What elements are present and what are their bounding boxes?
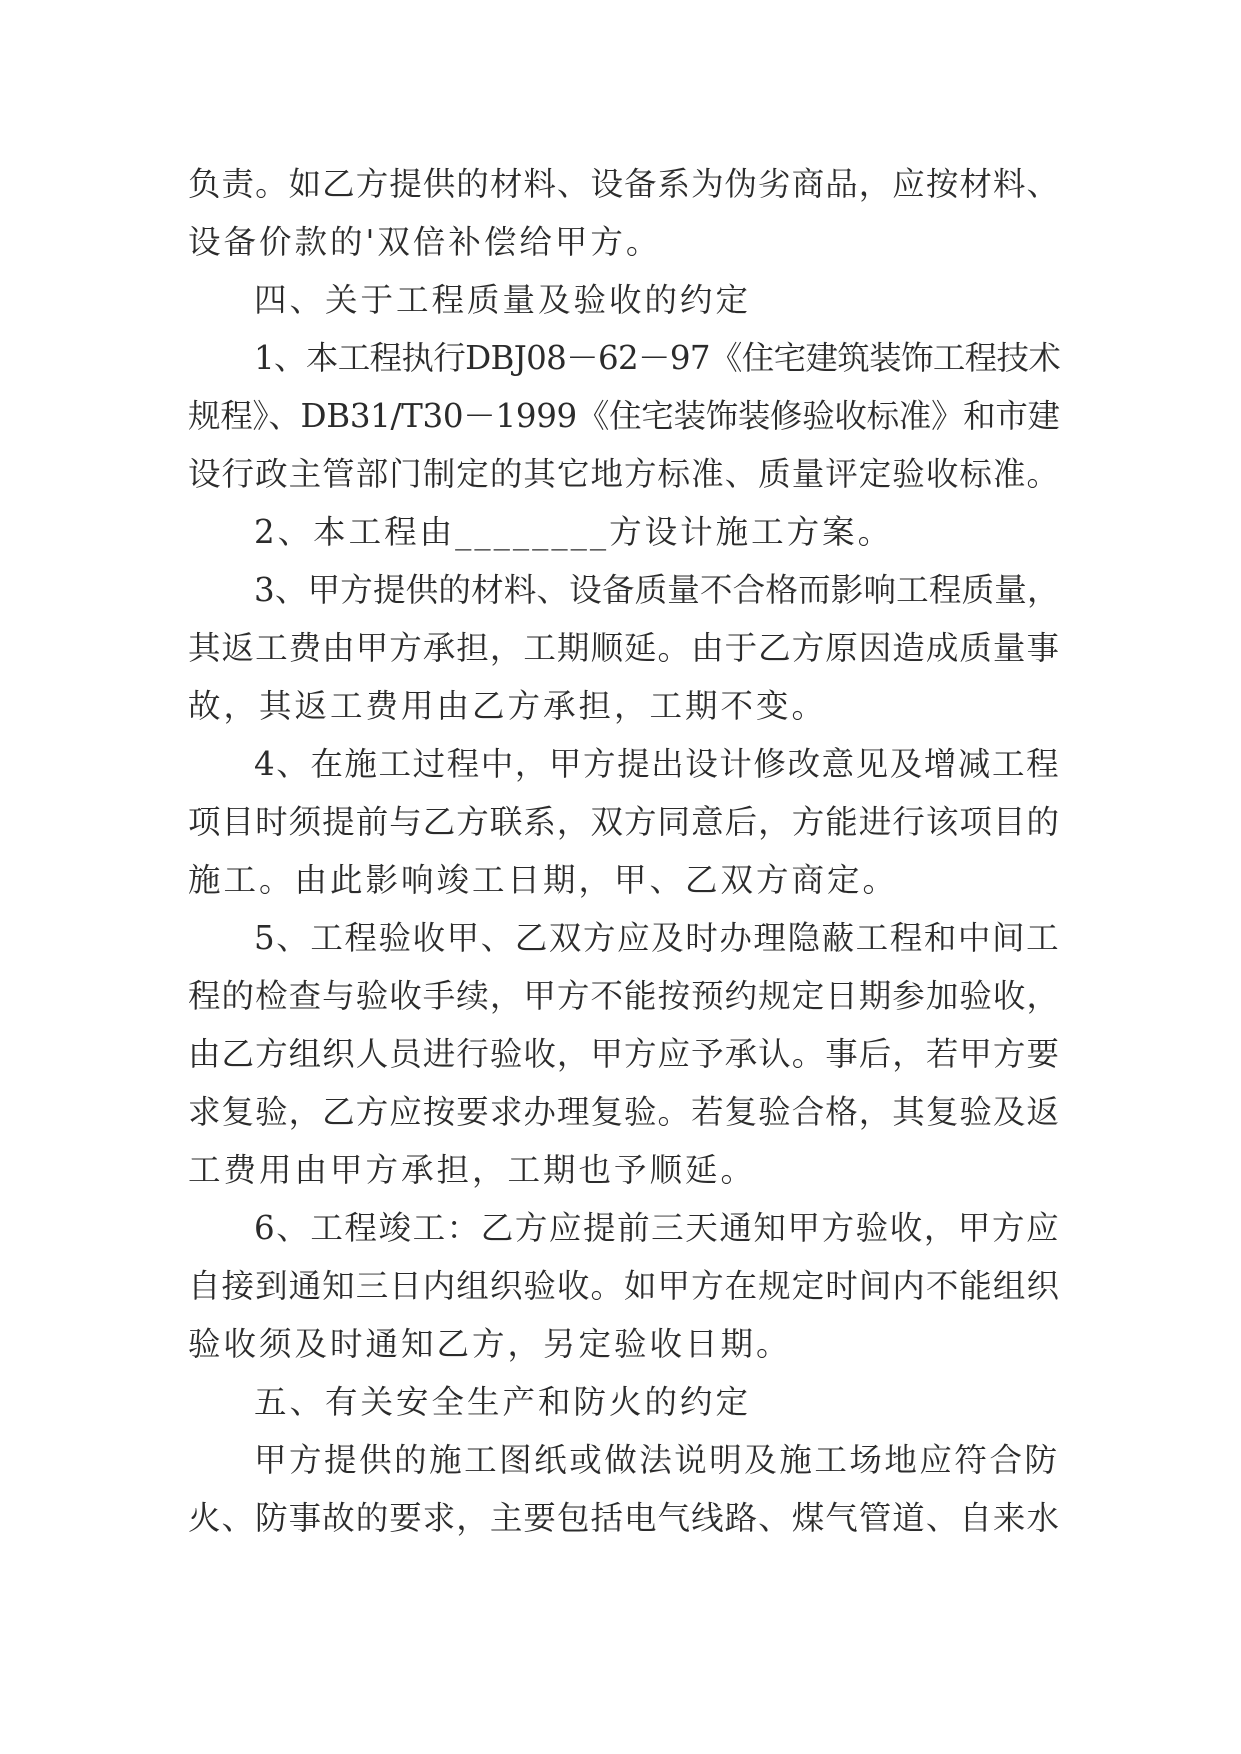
text-line: 工费用由甲方承担，工期也予顺延。 [188, 1151, 757, 1189]
text-line: 负责。如乙方提供的材料、设备系为伪劣商品，应按材料、 [188, 165, 1061, 203]
text-line: 自接到通知三日内组织验收。如甲方在规定时间内不能组织 [188, 1267, 1061, 1305]
text-line: 3、甲方提供的材料、设备质量不合格而影响工程质量， [254, 571, 1060, 609]
text-line: 其返工费由甲方承担，工期顺延。由于乙方原因造成质量事 [188, 629, 1061, 667]
text-line: 5、工程验收甲、乙双方应及时办理隐蔽工程和中间工 [254, 919, 1061, 957]
text-line: 1、本工程执行DBJ08－62－97《住宅建筑装饰工程技术 [254, 339, 1061, 377]
document-body [188, 155, 1060, 1547]
text-line: 甲方提供的施工图纸或做法说明及施工场地应符合防 [254, 1441, 1060, 1479]
text-line: 五、有关安全生产和防火的约定 [254, 1383, 752, 1421]
text-line: 求复验，乙方应按要求办理复验。若复验合格，其复验及返 [188, 1093, 1061, 1131]
text-line: 四、关于工程质量及验收的约定 [254, 281, 752, 319]
text-line: 故，其返工费用由乙方承担，工期不变。 [188, 687, 828, 725]
text-line: 4、在施工过程中，甲方提出设计修改意见及增减工程 [254, 745, 1061, 783]
text-line: 设备价款的'双倍补偿给甲方。 [188, 223, 662, 261]
text-line: 由乙方组织人员进行验收，甲方应予承认。事后，若甲方要 [188, 1035, 1061, 1073]
text-line: 2、本工程由________方设计施工方案。 [254, 513, 894, 551]
text-line: 6、工程竣工：乙方应提前三天通知甲方验收，甲方应 [254, 1209, 1061, 1247]
text-line: 项目时须提前与乙方联系，双方同意后，方能进行该项目的 [188, 803, 1061, 841]
text-line: 规程》、DB31/T30－1999《住宅装饰装修验收标准》和市建 [188, 397, 1060, 435]
text-line: 验收须及时通知乙方，另定验收日期。 [188, 1325, 792, 1363]
text-line: 设行政主管部门制定的其它地方标准、质量评定验收标准。 [188, 455, 1061, 493]
text-line: 施工。由此影响竣工日期，甲、乙双方商定。 [188, 861, 899, 899]
text-line: 火、防事故的要求，主要包括电气线路、煤气管道、自来水 [188, 1499, 1061, 1537]
text-line: 程的检查与验收手续，甲方不能按预约规定日期参加验收， [188, 977, 1061, 1015]
